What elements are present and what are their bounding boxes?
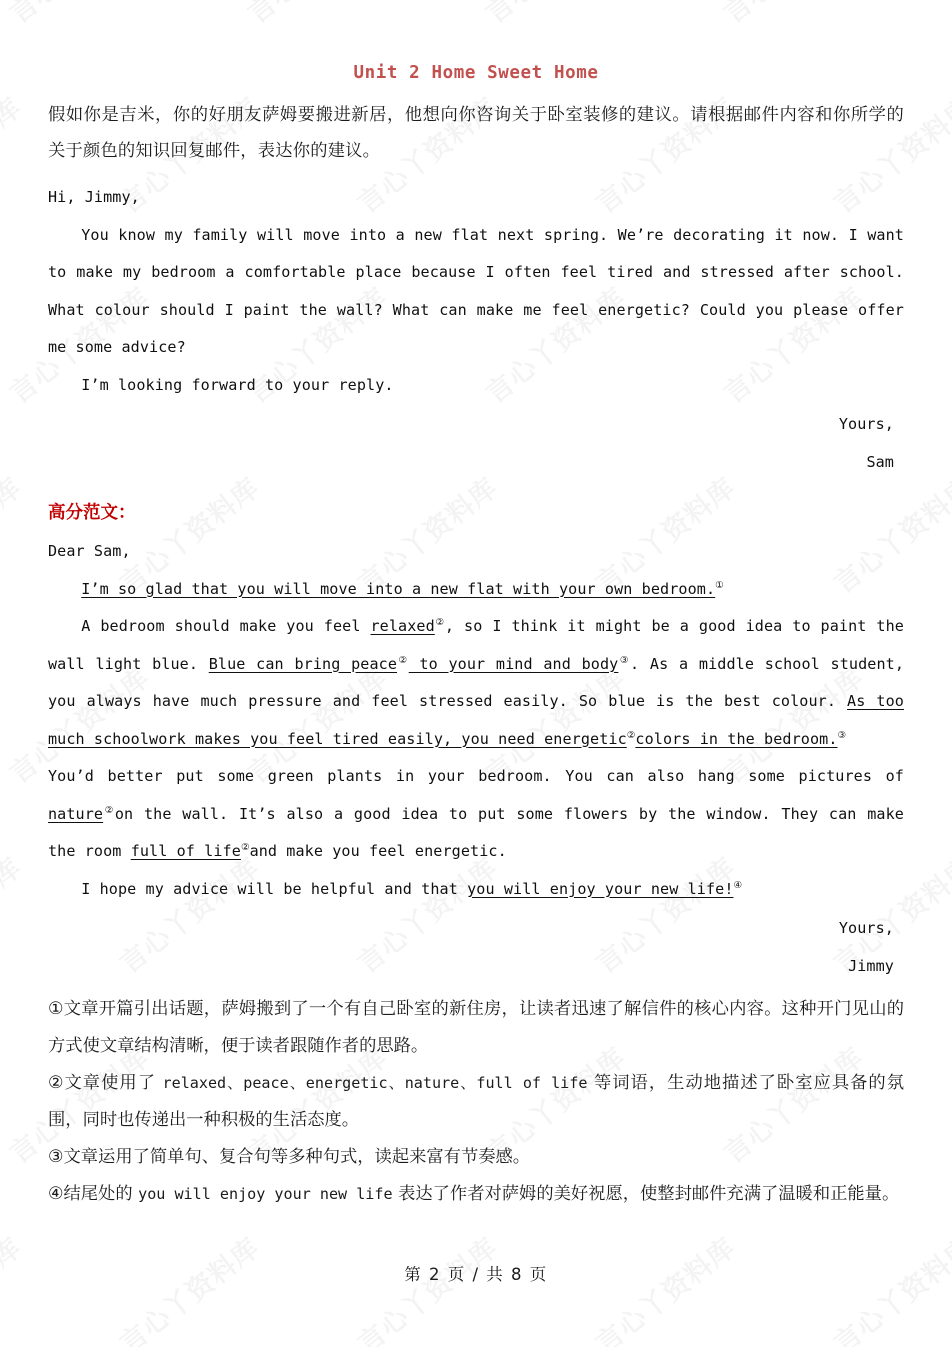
page-footer: 第 2 页 / 共 8 页 [404,1265,548,1284]
footnote-4-phrase: you will enjoy your new life [138,1185,393,1203]
watermark-text [824,1227,952,1347]
prompt-line-2: 你所学的关于颜色的知识回复邮件，表达你的建议。 [48,105,904,161]
p4-text-a: I hope my advice will be helpful and that [81,879,468,898]
model-essay-paragraph-3 [48,758,904,871]
p2-text-a: A bedroom should make you feel [81,617,371,635]
incoming-letter-signature: Sam [866,452,894,471]
footnote-marker-3: ② [397,654,409,666]
p3-text-b: on the wall. It’s also a good idea to put some flowers by the window. They can make the room [48,804,904,860]
footnote-2-text-a: ②文章使用了 [48,1073,163,1093]
footnote-marker-4: ③ [618,654,631,666]
model-essay-heading: 高分范文： [48,503,136,523]
footnote-2 [48,1065,904,1139]
keyword-full-of-life: full of life [130,842,241,860]
footnote-3: ③文章运用了简单句、复合句等多种句式，读起来富有节奏感。 [48,1147,531,1167]
footnote-1: ①文章开篇引出话题，萨姆搬到了一个有自己卧室的新住房，让读者迅速了解信件的核心内容。这种开门见山的方式使文章结构清晰，便于读者跟随作者的思路。 [48,999,904,1056]
annotated-sentence-2: Blue can bring peace [208,654,398,673]
footnote-marker-5: ② [626,729,636,741]
incoming-letter-salutation: Hi, Jimmy, [48,188,140,206]
footnote-marker-7: ② [103,804,115,816]
incoming-letter-closing: Yours, [838,415,894,433]
annotated-sentence-4: As too much schoolwork makes you feel tired easily, you need energetic [48,692,904,748]
prompt-line-1: 假如你是吉米，你的好朋友萨姆要搬进新居，他想向你咨询关于卧室装修的建议。请根据邮件内容和 [48,105,833,125]
watermark-text [586,1227,742,1347]
annotated-sentence-5: colors in the bedroom. [635,729,838,748]
footnote-marker-1: ① [715,579,724,591]
p2-text-c: . As a middle school student, you always have much pressure and feel stressed easily. So blue is the best colour. [48,654,905,710]
p2-text-b: , so I think it might be a good idea to paint the wall light blue. [48,617,904,673]
model-essay-paragraph-4 [48,871,904,909]
keyword-nature: nature [48,804,104,823]
model-essay-paragraph-2 [48,608,904,758]
incoming-letter-paragraph-2: I’m looking forward to your reply. [81,375,394,394]
footnote-4-text-a: ④结尾处的 [48,1184,139,1204]
footnote-4-text-b: 表达了作者对萨姆的美好祝愿，使整封邮件充满了温暖和正能量。 [392,1184,900,1204]
annotated-sentence-1: I’m so glad that you will move into a new flat with your own bedroom. [81,579,716,598]
incoming-letter-paragraph-1: You know my family will move into a new flat next spring. We’re decorating it now. I want to make my bedroom a comfortable place because I often feel tired and stressed after school. What colour should I paint the wall? What can make me feel energetic? Could you please offer me some advice? [48,225,904,356]
footnote-4 [48,1176,904,1213]
footnote-marker-6: ③ [837,729,847,741]
watermark-text [0,1227,28,1347]
prompt-paragraph [48,97,904,169]
keyword-relaxed: relaxed [370,617,435,635]
watermark-text [348,1227,504,1347]
p3-text-c: and make you feel energetic. [249,842,507,860]
footnote-marker-2: ② [434,616,445,628]
p3-text-a: You’d better put some green plants in your bedroom. You can also hang some pictures of [48,767,904,785]
model-essay-paragraph-1 [48,571,904,609]
footnote-2-keywords: relaxed、peace、energetic、nature、full of life [162,1074,588,1092]
footnote-2-text-b: 等词语，生动地描述了卧室应具备的氛围，同时也传递出一种积极的生活态度。 [48,1073,904,1130]
annotated-sentence-3: to your mind and body [408,654,619,673]
model-essay-signature: Jimmy [848,956,894,975]
footnotes-block [48,991,904,1213]
watermark-text [110,1227,266,1347]
annotated-sentence-6: you will enjoy your new life! [467,879,734,898]
model-essay-salutation: Dear Sam, [48,542,131,560]
footnote-marker-9: ④ [733,879,743,891]
footnote-marker-8: ② [240,841,250,853]
model-essay-closing: Yours, [838,919,894,937]
page-title: Unit 2 Home Sweet Home [353,63,599,83]
